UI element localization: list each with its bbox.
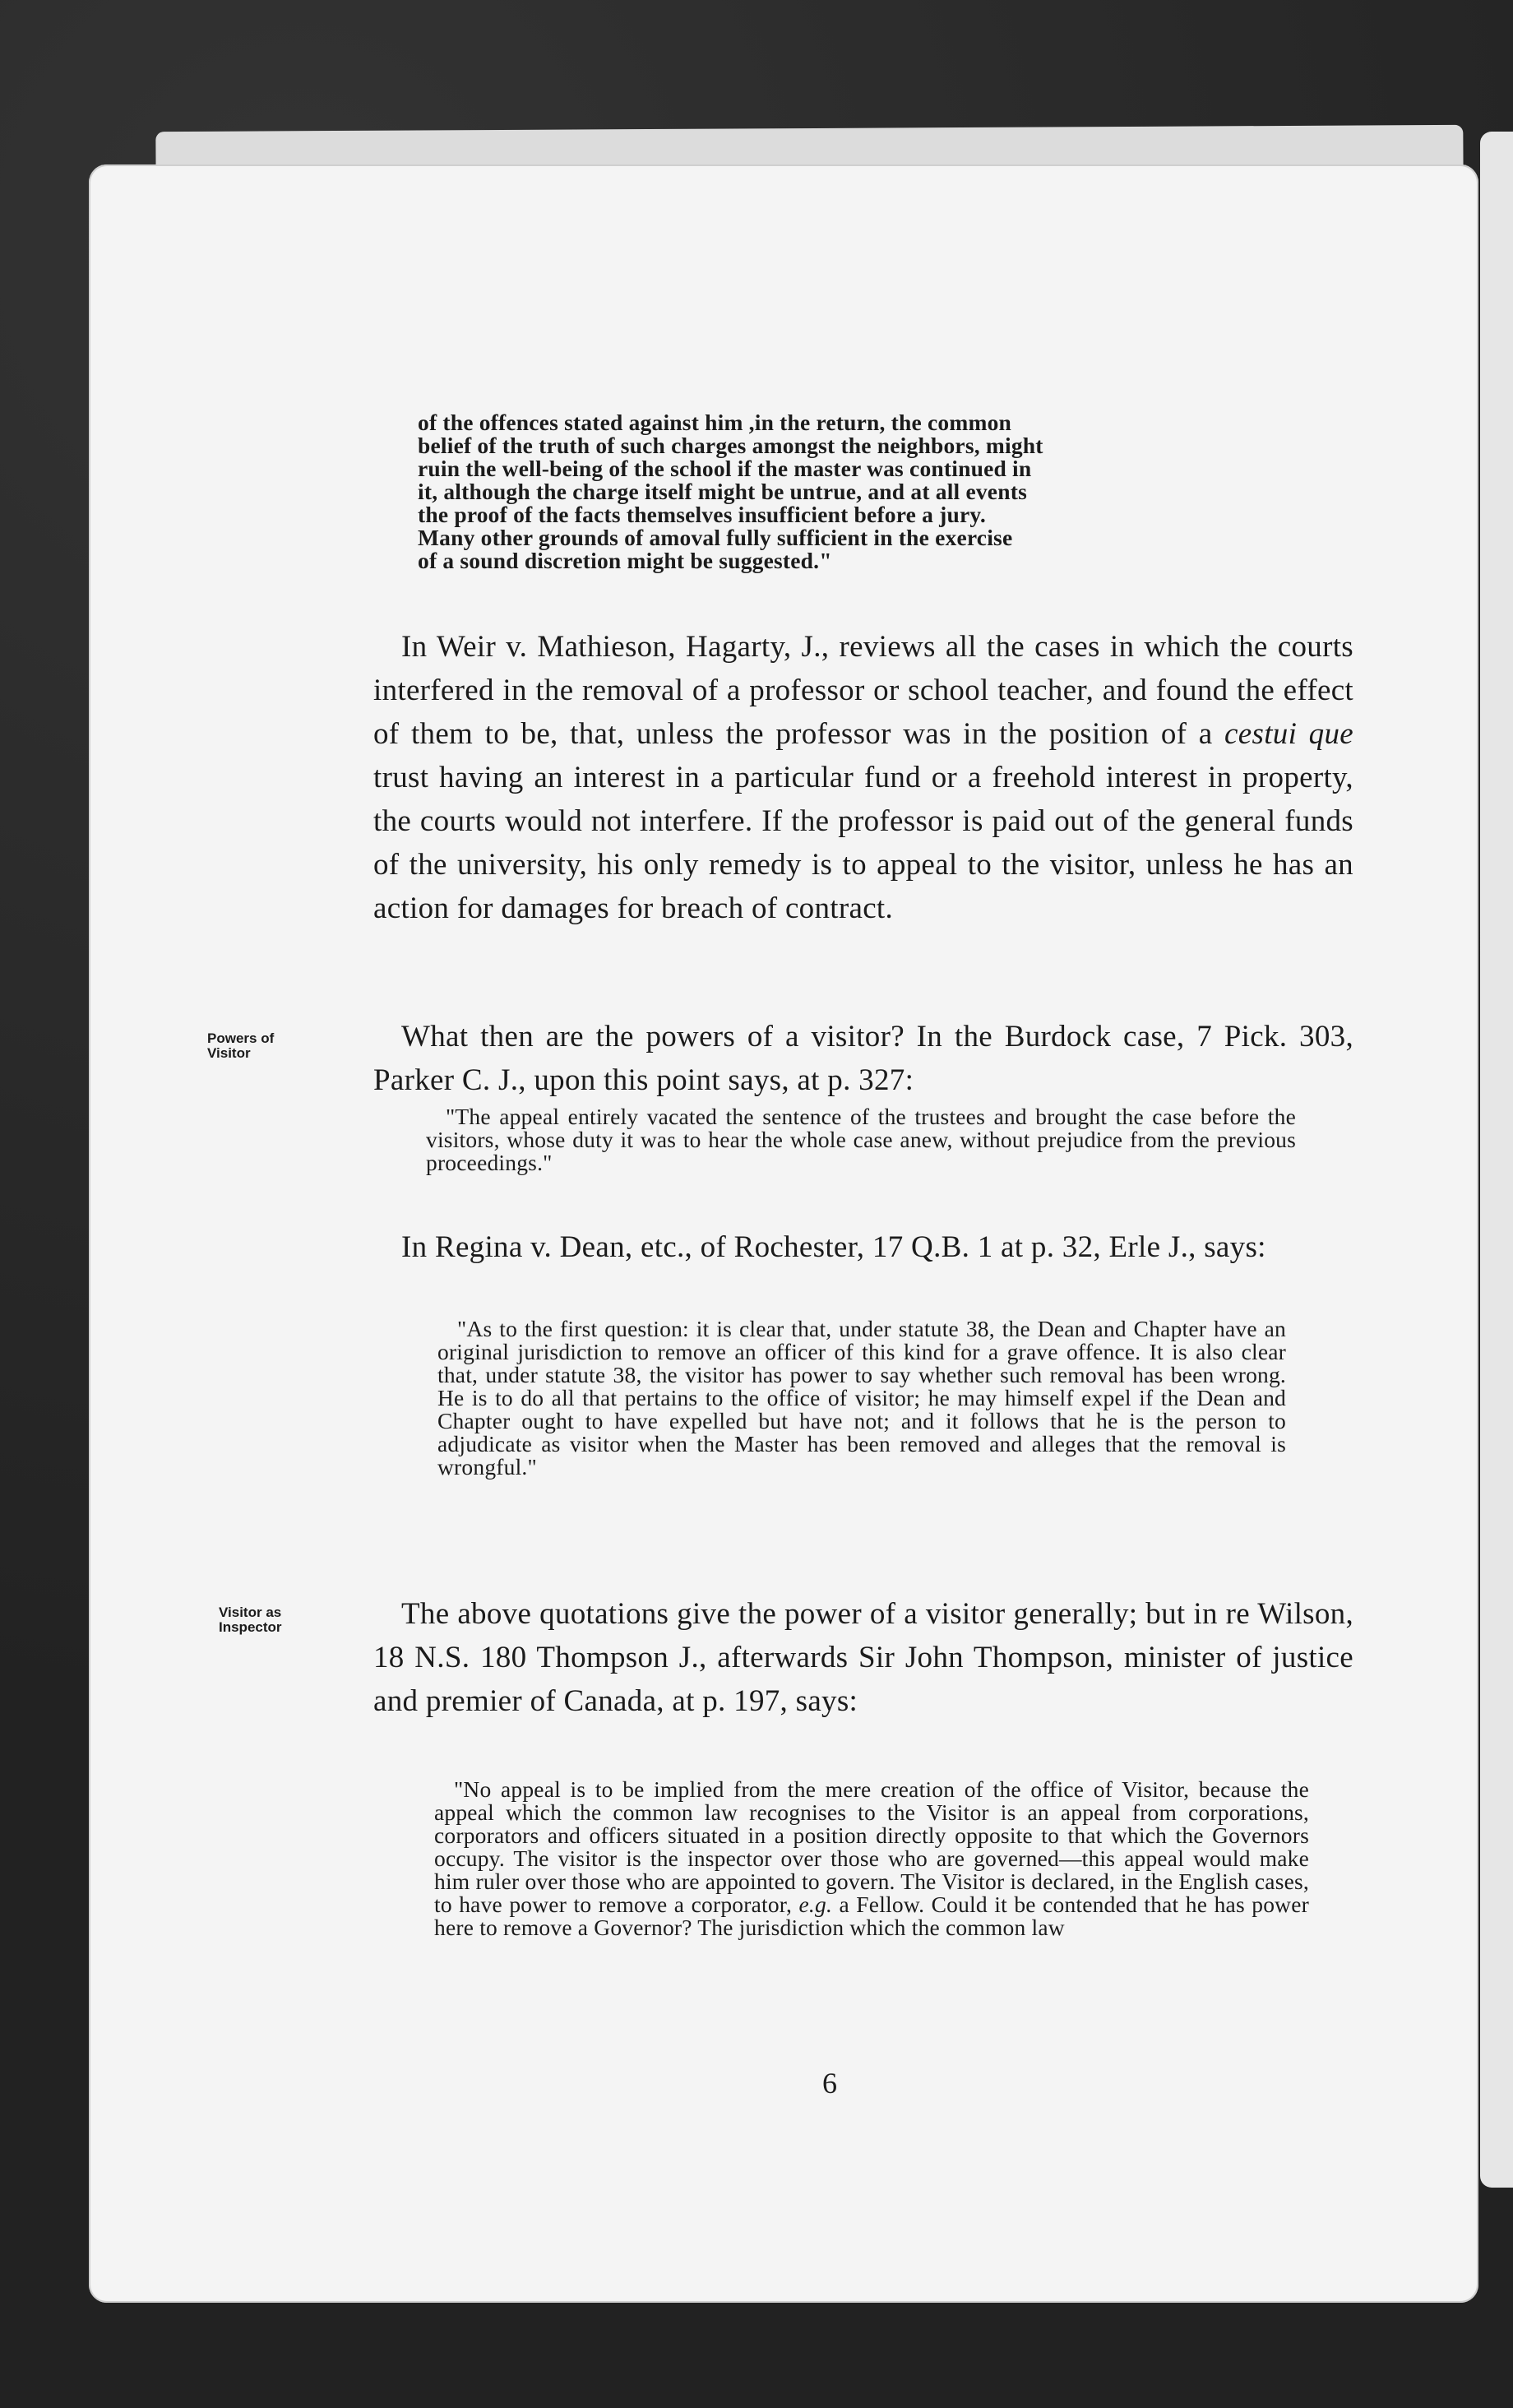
document-page — [89, 164, 1478, 2303]
page-number: 6 — [822, 2067, 837, 2100]
quote-line: it, although the charge itself might be untrue, and at all events — [418, 479, 1027, 504]
quote-line: ruin the well-being of the school if the master was continued in — [418, 456, 1032, 481]
paragraph-powers-of-visitor — [373, 1015, 1353, 1102]
quote-line: belief of the truth of such charges amongst the neighbors, might — [418, 433, 1043, 458]
margin-note-line: Visitor as — [219, 1605, 282, 1620]
quote-erle-j — [437, 1317, 1286, 1479]
paragraph-text: In Weir v. Mathieson, Hagarty, J., reviews all the cases in which the courts interfered in the removal of a professor or school teacher, and found the effect of them to be, that, unless the professor was in the position of a — [373, 630, 1353, 751]
paragraph-regina-v-dean — [373, 1225, 1353, 1269]
margin-note-powers-of-visitor — [207, 1031, 274, 1061]
quote-text: "The appeal entirely vacated the sentence of the trustees and brought the case before the visitors, whose duty it was to hear the whole case anew, without prejudice from the previous proceedings." — [426, 1104, 1296, 1175]
margin-note-visitor-as-inspector — [219, 1605, 282, 1635]
paragraph-in-re-wilson — [373, 1592, 1353, 1723]
margin-note-line: Powers of — [207, 1030, 275, 1046]
quote-line: the proof of the facts themselves insufficient before a jury. — [418, 502, 986, 527]
paragraph-text: In Regina v. Dean, etc., of Rochester, 17 Q.B. 1 at p. 32, Erle J., says: — [401, 1230, 1266, 1264]
quote-line: Many other grounds of amoval fully sufficient in the exercise — [418, 525, 1013, 550]
paragraph-text: trust having an interest in a particular fund or a freehold interest in property, the courts would not interfere. If the professor is paid out of the general funds of the university, his only remedy is to appeal to the visitor, unless he has an action for damages for breach of contract. — [373, 761, 1353, 925]
paragraph-weir-v-mathieson — [373, 625, 1353, 930]
italic-term: e.g. — [798, 1892, 833, 1917]
quote-thompson-j — [434, 1778, 1309, 1939]
quote-line: of a sound discretion might be suggested." — [418, 548, 832, 573]
paragraph-text: What then are the powers of a visitor? In the Burdock case, 7 Pick. 303, Parker C. J., upon this point says, at p. 327: — [373, 1020, 1353, 1097]
adjacent-page-edge — [1480, 132, 1513, 2188]
paragraph-text: The above quotations give the power of a visitor generally; but in re Wilson, 18 N.S. 180 Thompson J., afterwards Sir John Thompson, minister of justice and premier of Canada, at p. 197, says: — [373, 1597, 1353, 1718]
margin-note-line: Visitor — [207, 1045, 251, 1061]
quote-line: of the offences stated against him ,in the return, the common — [418, 410, 1012, 435]
quote-text: "As to the first question: it is clear that, under statute 38, the Dean and Chapter have an original jurisdiction to remove an officer of this kind for a grave offence. It is also clear that, under statute 38, the visitor has power to say whether such removal has been wrong. He is to do all that pertains to the office of visitor; he may himself expel if the Dean and Chapter ought to have expelled but have not; and it follows that he is the person to adjudicate as visitor when the Master has been removed and alleges that the removal is wrongful." — [437, 1316, 1286, 1480]
quote-text: "No appeal is to be implied from the mere creation of the office of Visitor, because the appeal which the common law recognises to the Visitor is an appeal from corporations, corporators and officers situated in a position directly opposite to that which the Governors occupy. The visitor is the inspector over those who are governed—this appeal would make him ruler over those who are appointed to govern. The Visitor is declared, in the English cases, to have power to remove a corporator, — [434, 1776, 1309, 1917]
quote-text: a Fellow. Could it be contended that he has power here to remove a Governor? The jurisdiction which the common law — [434, 1892, 1309, 1940]
italic-term: cestui que — [1224, 717, 1353, 751]
quote-block-continuation — [418, 411, 1281, 572]
margin-note-line: Inspector — [219, 1619, 282, 1635]
quote-burdock-case — [426, 1105, 1296, 1174]
